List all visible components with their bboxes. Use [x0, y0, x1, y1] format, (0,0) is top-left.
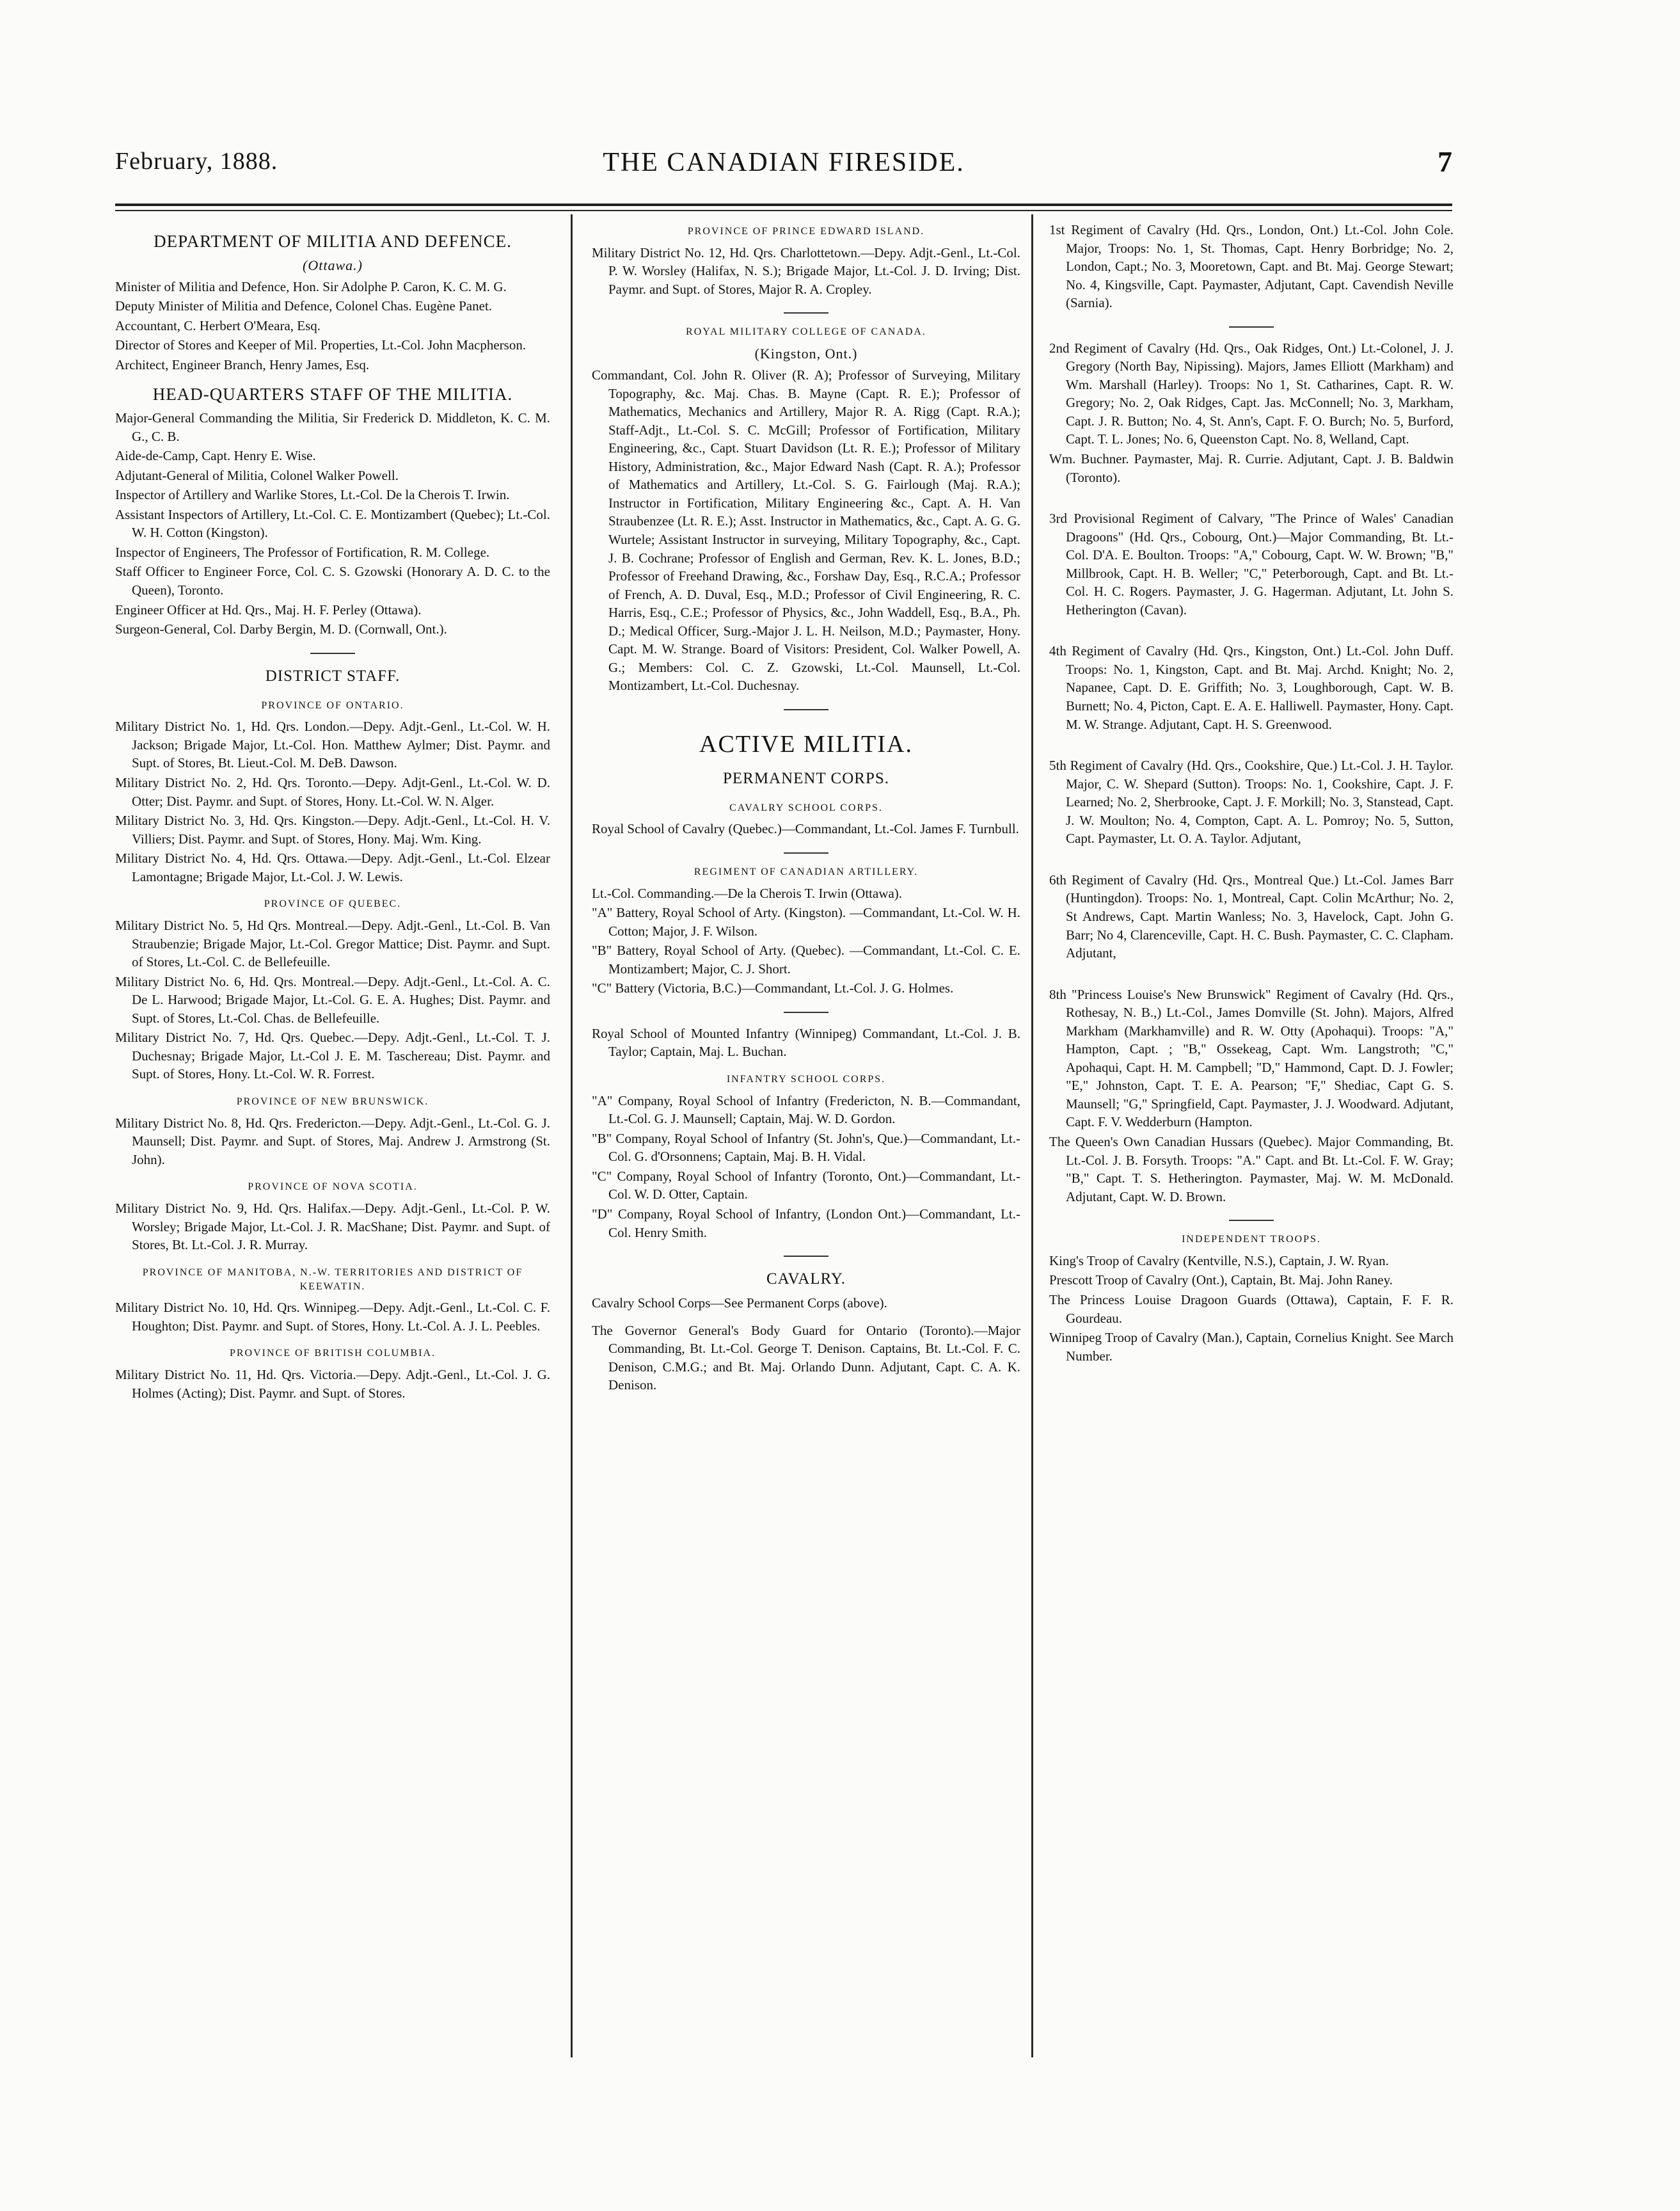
list-item: Inspector of Engineers, The Professor of Fortification, R. M. College.: [115, 544, 490, 560]
column-1: [115, 221, 550, 1403]
page-number: 7: [1438, 145, 1452, 178]
rmc-heading: ROYAL MILITARY COLLEGE OF CANADA.: [686, 326, 926, 338]
infantry-heading: INFANTRY SCHOOL CORPS.: [726, 1073, 886, 1085]
regiment-entry: Wm. Buchner. Paymaster, Maj. R. Currie. Adjutant, Capt. J. B. Baldwin (Toronto).: [1049, 451, 1454, 485]
header-rule: [115, 204, 1452, 206]
cavalry-heading: CAVALRY.: [766, 1270, 846, 1288]
list-item: Prescott Troop of Cavalry (Ont.), Captain, Bt. Maj. John Raney.: [1049, 1272, 1393, 1288]
permanent-corps-heading: PERMANENT CORPS.: [722, 769, 890, 787]
list-item: Military District No. 4, Hd. Qrs. Ottawa.—Depy. Adjt.-Genl., Lt.-Col. Elzear Lamontagne; Brigade Major, Lt.-Col. J. W. Lewis.: [115, 850, 550, 884]
dept-location: (Ottawa.): [303, 257, 363, 273]
list-item: The Princess Louise Dragoon Guards (Ottawa), Captain, F. F. R. Gourdeau.: [1049, 1292, 1454, 1326]
regiment-entry: 2nd Regiment of Cavalry (Hd. Qrs., Oak Ridges, Ont.) Lt.-Colonel, J. J. Gregory (North Bay, Nipissing). Majors, James Elliott (Markham) and Wm. Marshall (Harley). Troops: No 1, St. Catharines, Capt. R. W. Gregory; No. 2, Oak Ridges, Capt. Jas. McConnell; No. 3, Markham, Capt. J. R. Button; No. 4, St. Ann's, Capt. F. O. Burch; No. 5, Burford, Capt. T. L. Jones; No. 6, Queenston Capt. No. 8, Welland, Capt.: [1049, 340, 1454, 447]
pei-heading: PROVINCE OF PRINCE EDWARD ISLAND.: [687, 226, 925, 237]
list-item: Aide-de-Camp, Capt. Henry E. Wise.: [115, 448, 316, 464]
list-item: Cavalry School Corps—See Permanent Corps (above).: [592, 1295, 887, 1311]
list-item: Staff Officer to Engineer Force, Col. C. S. Gzowski (Honorary A. D. C. to the Queen), Toronto.: [115, 564, 550, 598]
column-3: [1049, 221, 1454, 1366]
column-2: [592, 221, 1020, 1396]
ontario-heading: PROVINCE OF ONTARIO.: [261, 699, 404, 711]
list-item: Royal School of Cavalry (Quebec.)—Commandant, Lt.-Col. James F. Turnbull.: [592, 821, 1019, 837]
hq-heading: HEAD-QUARTERS STAFF OF THE MILITIA.: [152, 385, 513, 404]
issue-date: February, 1888.: [115, 148, 278, 175]
list-item: The Governor General's Body Guard for Ontario (Toronto).—Major Commanding, Bt. Lt.-Col. George T. Denison. Captains, Bt. Lt.-Col. F. C. Denison, C.M.G.; and Bt. Maj. Orlando Dunn. Adjutant, Capt. C. A. K. Denison.: [592, 1322, 1020, 1393]
list-item: Royal School of Mounted Infantry (Winnipeg) Commandant, Lt.-Col. J. B. Taylor; Captain, Maj. L. Buchan.: [592, 1025, 1020, 1060]
list-item: "C" Company, Royal School of Infantry (Toronto, Ont.)—Commandant, Lt.-Col. W. D. Otter, Captain.: [592, 1168, 1020, 1202]
independent-troops-heading: INDEPENDENT TROOPS.: [1182, 1234, 1321, 1245]
list-item: King's Troop of Cavalry (Kentville, N.S.), Captain, J. W. Ryan.: [1049, 1252, 1389, 1268]
header-rule-thin: [115, 210, 1452, 211]
list-item: Military District No. 8, Hd. Qrs. Fredericton.—Depy. Adjt.-Genl., Lt.-Col. G. J. Maunsell; Dist. Paymr. and Supt. of Stores, Maj. Andrew J. Armstrong (St. John).: [115, 1115, 550, 1167]
section-separator: [1229, 326, 1274, 328]
list-item: Architect, Engineer Branch, Henry James, Esq.: [115, 356, 370, 372]
list-item: Inspector of Artillery and Warlike Stores, Lt.-Col. De la Cherois T. Irwin.: [115, 487, 510, 503]
list-item: Military District No. 10, Hd. Qrs. Winnipeg.—Depy. Adjt.-Genl., Lt.-Col. C. F. Houghton; Dist. Paymr. and Supt. of Stores, Hony. Lt.-Col. A. J. L. Peebles.: [115, 1300, 550, 1334]
regiment-entry: 3rd Provisional Regiment of Calvary, "The Prince of Wales' Canadian Dragoons" (Hd. Qrs., Cobourg, Ont.)—Major Commanding, Bt. Lt.-Col. D'A. E. Boulton. Troops: "A," Cobourg, Capt. W. W. Brown; "B," Millbrook, Capt. H. B. Weller; "C," Peterborough, Capt. and Bt. Lt.-Col. H. C. Rogers. Paymaster, J. G. Hagerman. Adjutant, Lt. John S. Hetherington (Cavan).: [1049, 511, 1454, 618]
list-item: Military District No. 7, Hd. Qrs. Quebec.—Depy. Adjt.-Genl., Lt.-Col. T. J. Duchesnay; Brigade Major, Lt.-Col J. E. M. Taschereau; Dist. Paymr. and Supt. of Stores, Hony. Lt.-Col. W. R. Forrest.: [115, 1030, 550, 1082]
section-separator: [784, 709, 828, 710]
section-separator: [310, 653, 355, 654]
section-separator: [1229, 1220, 1274, 1221]
list-item: Military District No. 3, Hd. Qrs. Kingston.—Depy. Adjt.-Genl., Lt.-Col. H. V. Villiers; Dist. Paymr. and Supt. of Stores, Hony. Maj. Wm. King.: [115, 813, 550, 847]
manitoba-heading: PROVINCE OF MANITOBA, N.-W. TERRITORIES AND DISTRICT OF KEEWATIN.: [142, 1266, 523, 1292]
section-separator: [784, 852, 828, 854]
new-brunswick-heading: PROVINCE OF NEW BRUNSWICK.: [236, 1096, 429, 1107]
list-item: Assistant Inspectors of Artillery, Lt.-Col. C. E. Montizambert (Quebec); Lt.-Col. W. H. Cotton (Kingston).: [115, 506, 550, 541]
list-item: Winnipeg Troop of Cavalry (Man.), Captain, Cornelius Knight. See March Number.: [1049, 1330, 1454, 1364]
list-item: "B" Battery, Royal School of Arty. (Quebec). —Commandant, Lt.-Col. C. E. Montizambert; Major, C. J. Short.: [592, 943, 1020, 977]
list-item: Military District No. 9, Hd. Qrs. Halifax.—Depy. Adjt.-Genl., Lt.-Col. P. W. Worsley; Brigade Major, Lt.-Col. J. R. MacShane; Dist. Paymr. and Supt. of Stores, Bt. Lt.-Col. J. R. Murray.: [115, 1201, 550, 1253]
rmc-location: (Kingston, Ont.): [754, 346, 858, 362]
nova-scotia-heading: PROVINCE OF NOVA SCOTIA.: [248, 1181, 418, 1193]
quebec-heading: PROVINCE OF QUEBEC.: [264, 898, 402, 910]
list-item: Military District No. 2, Hd. Qrs. Toronto.—Depy. Adjt-Genl., Lt.-Col. W. D. Otter; Dist. Paymr. and Supt. of Stores, Hony. Lt.-Col. W. N. Alger.: [115, 775, 550, 809]
list-item: Accountant, C. Herbert O'Meara, Esq.: [115, 317, 321, 333]
district-heading: DISTRICT STAFF.: [265, 667, 400, 685]
list-item: Lt.-Col. Commanding.—De la Cherois T. Irwin (Ottawa).: [592, 885, 903, 901]
list-item: Adjutant-General of Militia, Colonel Walker Powell.: [115, 467, 399, 483]
list-item: "A" Company, Royal School of Infantry (Fredericton, N. B.—Commandant, Lt.-Col. G. J. Maunsell; Captain, Maj. W. D. Gordon.: [592, 1092, 1020, 1127]
list-item: Commandant, Col. John R. Oliver (R. A); Professor of Surveying, Military Topography, &c. Maj. Chas. B. Mayne (Capt. R. E.); Professor of Mathematics, Mechanics and Artillery, Major R. A. Rigg (Capt. R.A.); Staff-Adjt., Lt.-Col. S. C. McGill; Professor of Fortification, Military Engineering, &c., Capt. Stuart Davidson (Lt. R. E.); Professor of Military History, Administration, &c., Major Edward Nash (Capt. R. A.); Professor of Mathematics and Artillery, Lt.-Col. S. G. Fairlough (Maj. R.A.); Instructor in Fortification, Military Engineering &c., Capt. A. H. Van Straubenzee (Lt. R. E.); Asst. Instructor in Mathematics, &c., Capt. A. G. G. Wurtele; Assistant Instructor in surveying, Military Topography, &c., Capt. J. B. Cochrane; Professor of English and German, Rev. K. L. Jones, B.D.; Professor of Freehand Drawing, &c., Forshaw Day, Esq., R.C.A.; Professor of French, A. D. Duval, Esq., M.D.; Professor of Civil Engineering, R. C. Harris, Esq., C.E.; Professor of Physics, &c., John Waddell, Esq., B.A., Ph. D.; Medical Officer, Surg.-Major J. L. H. Neilson, M.D.; Paymaster, Hony. Capt. M. W. Strange. Board of Visitors: President, Col. Walker Powell, A. G.; Members: Col. C. Z. Gzowski, Lt.-Col. Maunsell, Lt.-Col. Montizambert, Lt.-Col. Duchesnay.: [592, 367, 1020, 694]
cavalry-school-heading: CAVALRY SCHOOL CORPS.: [729, 802, 883, 813]
list-item: Military District No. 11, Hd. Qrs. Victoria.—Depy. Adjt.-Genl., Lt.-Col. J. G. Holmes (Acting); Dist. Paymr. and Supt. of Stores.: [115, 1367, 550, 1401]
section-separator: [784, 1256, 828, 1257]
list-item: "A" Battery, Royal School of Arty. (Kingston). —Commandant, Lt.-Col. W. H. Cotton; Major, J. F. Wilson.: [592, 905, 1020, 939]
british-columbia-heading: PROVINCE OF BRITISH COLUMBIA.: [229, 1348, 436, 1359]
section-separator: [784, 1012, 828, 1013]
list-item: Military District No. 12, Hd. Qrs. Charlottetown.—Depy. Adjt.-Genl., Lt.-Col. P. W. Worsley (Halifax, N. S.); Brigade Major, Lt.-Col. J. D. Irving; Dist. Paymr. and Supt. of Stores, Major R. A. Cropley.: [592, 244, 1020, 297]
list-item: Major-General Commanding the Militia, Sir Frederick D. Middleton, K. C. M. G., C. B.: [115, 410, 550, 444]
active-militia-heading: ACTIVE MILITIA.: [699, 730, 913, 758]
list-item: Director of Stores and Keeper of Mil. Properties, Lt.-Col. John Macpherson.: [115, 337, 527, 353]
regiment-entry: 1st Regiment of Cavalry (Hd. Qrs., London, Ont.) Lt.-Col. John Cole. Major, Troops: No. 1, St. Thomas, Capt. Henry Borbridge; No. 2, London, Capt.; No. 3, Mooretown, Capt. and Bt. Maj. George Stewart; No. 4, Kingsville, Capt. Paymaster, Adjutant, Capt. Cavendish Neville (Sarnia).: [1049, 222, 1454, 311]
column-divider-2: [1031, 214, 1033, 2057]
list-item: Military District No. 6, Hd. Qrs. Montreal.—Depy. Adjt.-Genl., Lt.-Col. A. C. De L. Harwood; Brigade Major, Lt.-Col. G. E. A. Hughes; Dist. Paymr. and Supt. of Stores, Lt.-Col. Chas. de Bellefeuille.: [115, 973, 550, 1026]
dept-heading: DEPARTMENT OF MILITIA AND DEFENCE.: [154, 232, 512, 251]
list-item: Military District No. 5, Hd Qrs. Montreal.—Depy. Adjt.-Genl., Lt.-Col. B. Van Straubenzie; Brigade Major, Lt.-Col. Gregor Mattice; Dist. Paymr. and Supt. of Stores, Lt.-Col. C. de Bellefeuille.: [115, 918, 550, 970]
list-item: Military District No. 1, Hd. Qrs. London.—Depy. Adjt.-Genl., Lt.-Col. W. H. Jackson; Brigade Major, Lt.-Col. Hon. Matthew Aylmer; Dist. Paymr. and Supt. of Stores, Bt. Lieut.-Col. M. DeB. Dawson.: [115, 719, 550, 771]
list-item: "D" Company, Royal School of Infantry, (London Ont.)—Commandant, Lt.-Col. Henry Smith.: [592, 1206, 1020, 1240]
list-item: Minister of Militia and Defence, Hon. Sir Adolphe P. Caron, K. C. M. G.: [115, 278, 507, 294]
list-item: "B" Company, Royal School of Infantry (St. John's, Que.)—Commandant, Lt.-Col. G. d'Orsonnens; Captain, Maj. B. H. Vidal.: [592, 1130, 1020, 1165]
list-item: "C" Battery (Victoria, B.C.)—Commandant, Lt.-Col. J. G. Holmes.: [592, 980, 954, 996]
regiment-entry: 6th Regiment of Cavalry (Hd. Qrs., Montreal Que.) Lt.-Col. James Barr (Huntingdon). Troops: No. 1, Montreal, Capt. Colin McArthur; No. 2, St Andrews, Capt. Martin Wanless; No. 3, Havelock, Capt. John G. Barr; No 4, Clarenceville, Capt. H. C. Bush. Paymaster, C. C. Clapham. Adjutant,: [1049, 872, 1454, 961]
list-item: Surgeon-General, Col. Darby Bergin, M. D. (Cornwall, Ont.).: [115, 621, 447, 637]
column-divider-1: [571, 214, 573, 2057]
regiment-entry: 4th Regiment of Cavalry (Hd. Qrs., Kingston, Ont.) Lt.-Col. John Duff. Troops: No. 1, Kingston, Capt. and Bt. Maj. Archd. Knight; No. 2, Napanee, Capt. D. E. Griffith; No. 3, Loughborough, Capt. W. B. Burnett; No. 4, Picton, Capt. E. A. E. Halliwell. Paymaster, Hony. Capt. M. W. Strange. Adjutant, Capt. H. S. Greenwood.: [1049, 643, 1454, 732]
list-item: Engineer Officer at Hd. Qrs., Maj. H. F. Perley (Ottawa).: [115, 602, 422, 618]
newspaper-title: THE CANADIAN FIRESIDE.: [603, 148, 965, 177]
regiment-entry: 8th "Princess Louise's New Brunswick" Regiment of Cavalry (Hd. Qrs., Rothesay, N. B.,) Lt.-Col., James Domville (St. John). Majors, Alfred Markham (Markhamville) and R. W. Otty (Apohaqui). Troops: "A," Hampton, Capt. ; "B," Ossekeag, Capt. Wm. Langstroth; "C," Apohaqui, Capt. H. M. Campbell; "D," Hammond, Capt. D. J. Fowler; "E," Johnston, Capt. T. E. A. Pearson; "F," Shediac, Capt G. S. Maunsell; "G," Springfield, Capt. Paymaster, J. J. Woodward. Adjutant, Capt. F. V. Wedderburn (Hampton.: [1049, 986, 1454, 1130]
artillery-heading: REGIMENT OF CANADIAN ARTILLERY.: [693, 866, 919, 877]
section-separator: [784, 312, 828, 314]
regiment-entry: The Queen's Own Canadian Hussars (Quebec). Major Commanding, Bt. Lt.-Col. J. B. Forsyth. Troops: "A." Capt. and Bt. Lt.-Col. F. W. Gray; "B," Capt. T. S. Hetherington. Paymaster, Maj. W. M. McDonald. Adjutant, Capt. W. D. Brown.: [1049, 1133, 1454, 1204]
masthead: [115, 147, 1452, 192]
regiment-entry: 5th Regiment of Cavalry (Hd. Qrs., Cookshire, Que.) Lt.-Col. J. H. Taylor. Major, C. W. Shepard (Sutton). Troops: No. 1, Cookshire, Capt. J. F. Learned; No. 2, Sherbrooke, Capt. J. F. Morkill; No. 3, Stanstead, Capt. J. W. Moulton; No. 4, Compton, Capt. A. L. Pomroy; No. 5, Sutton, Capt. Paymaster, Lt. O. A. Taylor. Adjutant,: [1049, 758, 1454, 847]
list-item: Deputy Minister of Militia and Defence, Colonel Chas. Eugène Panet.: [115, 298, 493, 314]
